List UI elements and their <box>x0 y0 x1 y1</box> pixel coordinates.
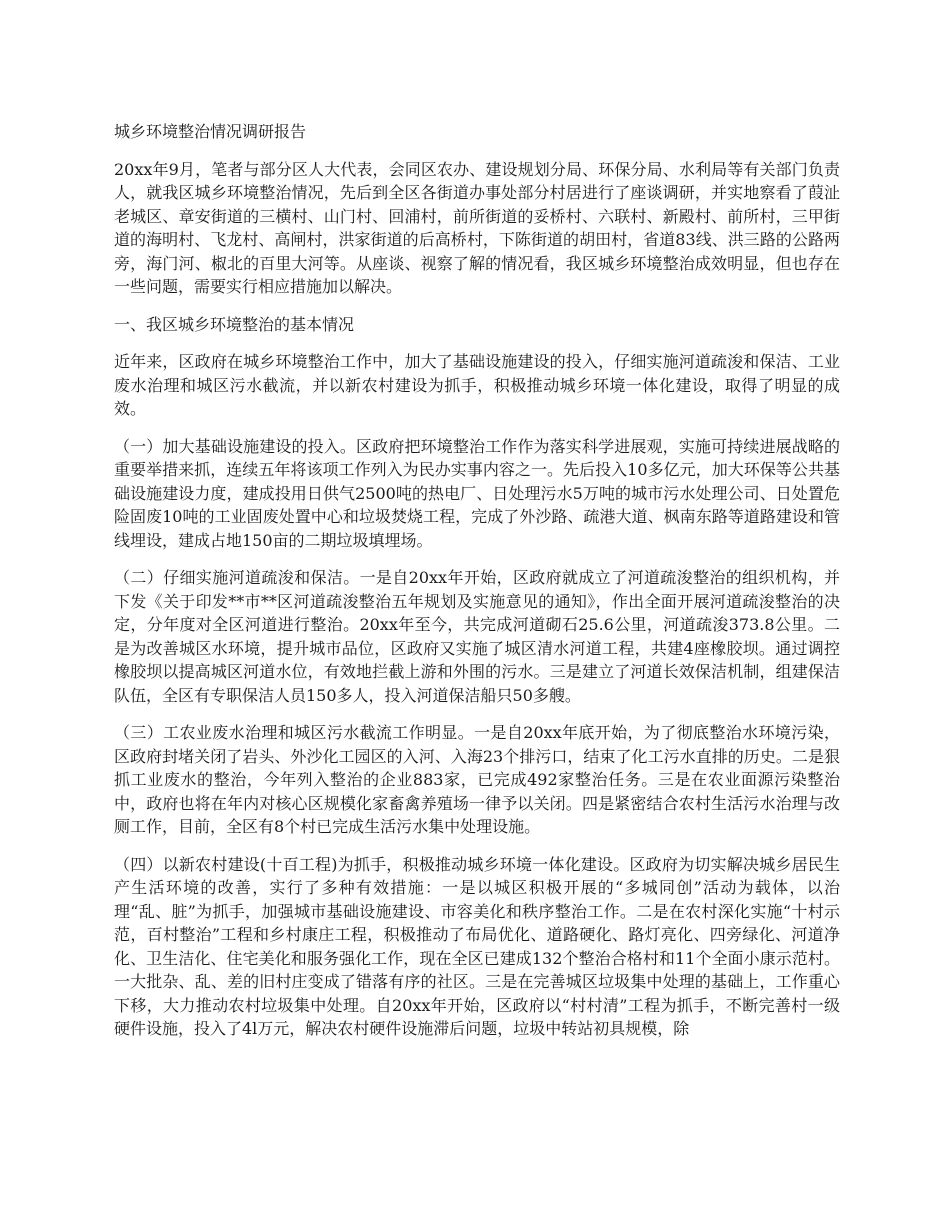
intro-paragraph: 20xx年9月，笔者与部分区人大代表，会同区农办、建设规划分局、环保分局、水利局等有关部门负责人，就我区城乡环境整治情况，先后到全区各街道办事处部分村居进行了座谈调研，并实地察看了葭沚老城区、章安街道的三横村、山门村、回浦村，前所街道的妥桥村、六联村、新殿村、前所村，三甲街道的海明村、飞龙村、高闸村，洪家街道的后高桥村，下陈街道的胡田村，省道83线、洪三路的公路两旁，海门河、椒北的百里大河等。从座谈、视察了解的情况看，我区城乡环境整治成效明显，但也存在一些问题，需要实行相应措施加以解决。 <box>114 159 840 296</box>
item-paragraph-2: （二）仔细实施河道疏浚和保洁。一是自20xx年开始，区政府就成立了河道疏浚整治的组织机构，并下发《关于印发**市**区河道疏浚整治五年规划及实施意见的通知》，作出全面开展河道疏浚整治的决定，分年度对全区河道进行整治。20xx年至今，共完成河道砌石25.6公里，河道疏浚373.8公里。二是为改善城区水环境，提升城市品位，区政府又实施了城区清水河道工程，共建4座橡胶坝。通过调控橡胶坝以提高城区河道水位，有效地拦截上游和外围的污水。三是建立了河道长效保洁机制，组建保洁队伍，全区有专职保洁人员150多人，投入河道保洁船只50多艘。 <box>114 568 840 705</box>
section-heading: 一、我区城乡环境整治的基本情况 <box>114 314 355 334</box>
section-intro-paragraph: 近年来，区政府在城乡环境整治工作中，加大了基础设施建设的投入，仔细实施河道疏浚和保洁、工业废水治理和城区污水截流，并以新农村建设为抓手，积极推动城乡环境一体化建设，取得了明显的成效。 <box>114 352 840 418</box>
document-page <box>114 120 840 1055</box>
document-title: 城乡环境整治情况调研报告 <box>114 122 307 141</box>
item-paragraph-4: （四）以新农村建设(十百工程)为抓手，积极推动城乡环境一体化建设。区政府为切实解决城乡居民生产生活环境的改善，实行了多种有效措施：一是以城区积极开展的“多城同创”活动为载体，以治理“乱、脏”为抓手，加强城市基础设施建设、市容美化和秩序整治工作。二是在农村深化实施“十村示范，百村整治”工程和乡村康庄工程，积极推动了布局优化、道路硬化、路灯亮化、四旁绿化、河道净化、卫生洁化、住宅美化和服务强化工作，现在全区已建成132个整治合格村和11个全面小康示范村。一大批杂、乱、差的旧村庄变成了错落有序的社区。三是在完善城区垃圾集中处理的基础上，工作重心下移，大力推动农村垃圾集中处理。自20xx年开始，区政府以“村村清”工程为抓手，不断完善村一级硬件设施，投入了4l万元，解决农村硬件设施滞后问题，垃圾中转站初具规模，除 <box>114 854 840 1038</box>
item-paragraph-3: （三）工农业废水治理和城区污水截流工作明显。一是自20xx年底开始，为了彻底整治水环境污染，区政府封堵关闭了岩头、外沙化工园区的入河、入海23个排污口，结束了化工污水直排的历史。二是狠抓工业废水的整治，今年列入整治的企业883家，已完成492家整治任务。三是在农业面源污染整治中，政府也将在年内对核心区规模化家畜禽养殖场一律予以关闭。四是紧密结合农村生活污水治理与改厕工作，目前，全区有8个村已完成生活污水集中处理设施。 <box>114 723 840 836</box>
item-paragraph-1: （一）加大基础设施建设的投入。区政府把环境整治工作作为落实科学进展观，实施可持续进展战略的重要举措来抓，连续五年将该项工作列入为民办实事内容之一。先后投入10多亿元，加大环保等公共基础设施建设力度，建成投用日供气2500吨的热电厂、日处理污水5万吨的城市污水处理公司、日处置危险固废10吨的工业固废处置中心和垃圾焚烧工程，完成了外沙路、疏港大道、枫南东路等道路建设和管线埋设，建成占地150亩的二期垃圾填埋场。 <box>114 436 840 550</box>
